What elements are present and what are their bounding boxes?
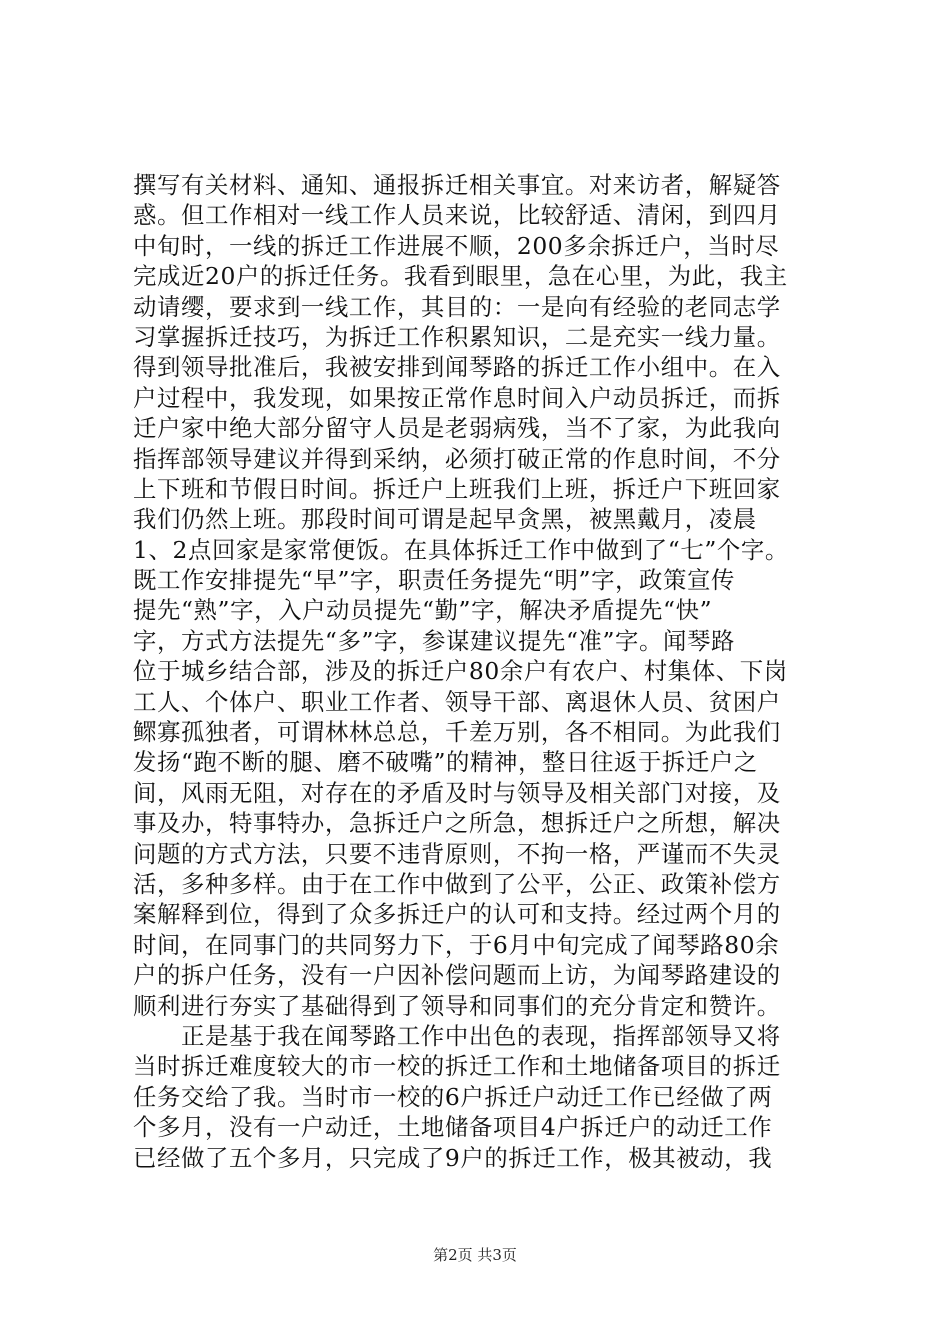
text-line: 户过程中，我发现，如果按正常作息时间入户动员拆迁，而拆 [133,383,781,412]
text-line: 迁户家中绝大部分留守人员是老弱病残，当不了家，为此我向 [133,414,781,443]
text-line: 习掌握拆迁技巧，为拆迁工作积累知识，二是充实一线力量。 [133,322,781,351]
text-line: 鳏寡孤独者，可谓林林总总，千差万别，各不相同。为此我们 [133,718,781,747]
text-line: 提先“熟”字，入户动员提先“勤”字，解决矛盾提先“快” [133,596,713,625]
text-line: 间，风雨无阻，对存在的矛盾及时与领导及相关部门对接，及 [133,778,781,807]
text-line: 中旬时，一线的拆迁工作进展不顺，200多余拆迁户，当时尽 [133,231,780,260]
text-line: 案解释到位，得到了众多拆迁户的认可和支持。经过两个月的 [133,900,781,929]
text-line: 个多月，没有一户动迁，土地储备项目4户拆迁户的动迁工作 [133,1113,773,1142]
text-line: 问题的方式方法，只要不违背原则，不拘一格，严谨而不失灵 [133,839,781,868]
text-line: 正是基于我在闻琴路工作中出色的表现，指挥部领导又将 [133,1021,781,1050]
body-text [133,170,823,1173]
text-line: 事及办，特事特办，急拆迁户之所急，想拆迁户之所想，解决 [133,809,781,838]
text-line: 当时拆迁难度较大的市一校的拆迁工作和土地储备项目的拆迁 [133,1052,781,1081]
text-line: 任务交给了我。当时市一校的6户拆迁户动迁工作已经做了两 [133,1082,773,1111]
text-line: 顺利进行夯实了基础得到了领导和同事们的充分肯定和赞许。 [133,991,781,1020]
text-line: 得到领导批准后，我被安排到闻琴路的拆迁工作小组中。在入 [133,353,781,382]
text-line: 户的拆户任务，没有一户因补偿问题而上访，为闻琴路建设的 [133,961,781,990]
text-line: 发扬“跑不断的腿、磨不破嘴”的精神，整日往返于拆迁户之 [133,748,758,777]
text-line: 既工作安排提先“早”字，职责任务提先“明”字，政策宣传 [133,566,736,595]
text-line: 1、2点回家是家常便饭。在具体拆迁工作中做到了“七”个字。 [133,535,789,564]
text-line: 动请缨，要求到一线工作，其目的：一是向有经验的老同志学 [133,292,781,321]
text-line: 指挥部领导建议并得到采纳，必须打破正常的作息时间，不分 [133,444,781,473]
text-line: 时间，在同事门的共同努力下，于6月中旬完成了闻琴路80余 [133,930,780,959]
text-line: 活，多种多样。由于在工作中做到了公平，公正、政策补偿方 [133,869,781,898]
text-line: 我们仍然上班。那段时间可谓是起早贪黑，被黑戴月，凌晨 [133,505,757,534]
text-line: 已经做了五个多月，只完成了9户的拆迁工作，极其被动，我 [133,1143,773,1172]
text-line: 字，方式方法提先“多”字，参谋建议提先“准”字。闻琴路 [133,626,736,655]
text-line: 工人、个体户、职业工作者、领导干部、离退休人员、贫困户 [133,687,781,716]
text-line: 惑。但工作相对一线工作人员来说，比较舒适、清闲，到四月 [133,201,781,230]
page-footer [0,1244,950,1265]
text-line: 完成近20户的拆迁任务。我看到眼里，急在心里，为此，我主 [133,262,788,291]
text-line: 撰写有关材料、通知、通报拆迁相关事宜。对来访者，解疑答 [133,171,781,199]
text-line: 位于城乡结合部，涉及的拆迁户80余户有农户、村集体、下岗 [133,657,788,686]
page-number-label: 第2页 共3页 [433,1246,517,1264]
text-line: 上下班和节假日时间。拆迁户上班我们上班，拆迁户下班回家 [133,474,781,503]
